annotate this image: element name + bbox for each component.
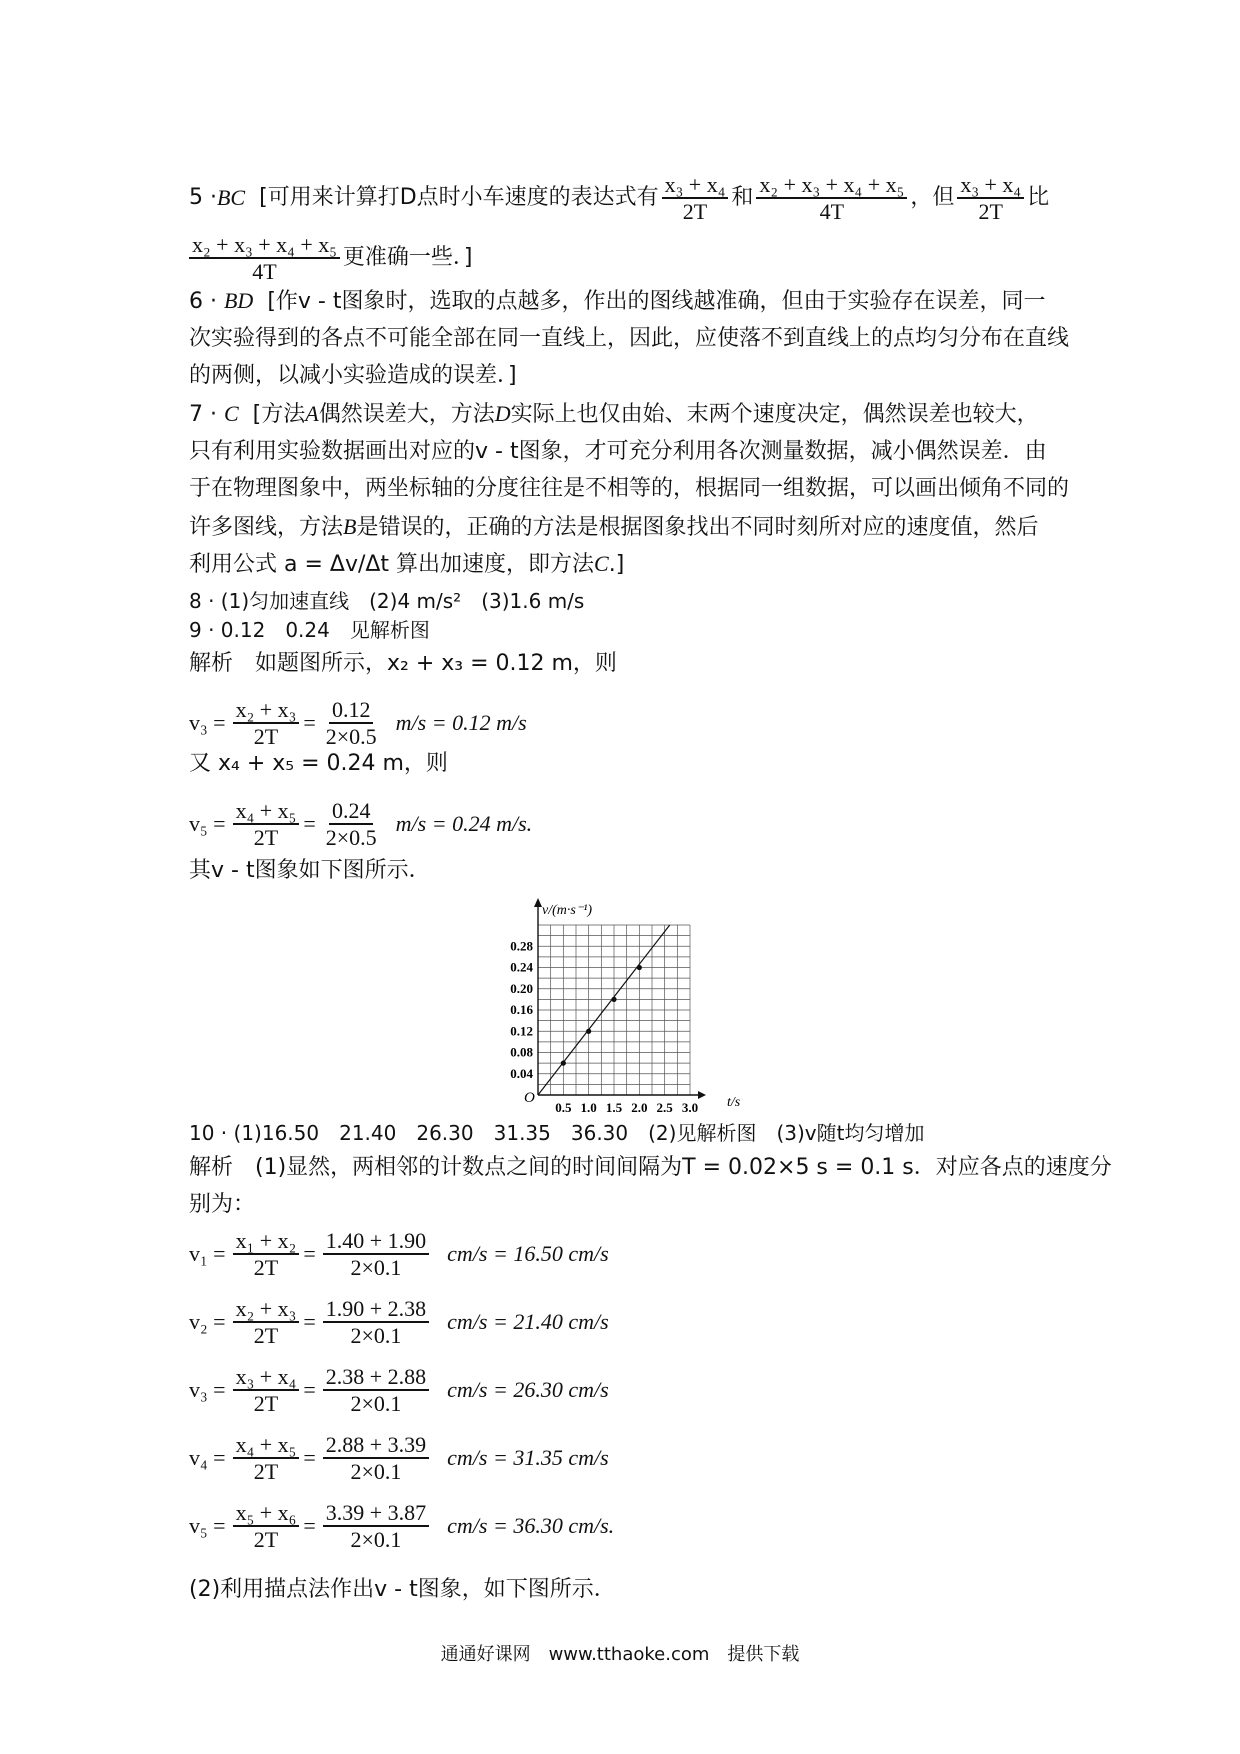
q7-text-5a: 利用公式 a = Δv/Δt 算出加速度，即方法	[189, 552, 595, 577]
x-tick-label: 3.0	[681, 1100, 699, 1115]
equation-rhs: m/s = 0.12 m/s	[395, 710, 527, 735]
q6-answer: BD	[223, 288, 254, 313]
q7-method-c: C	[594, 551, 609, 576]
q7-line1	[189, 401, 1039, 428]
q5-answer: BC	[216, 185, 246, 210]
q5-fraction-2: $\frac{\text{x₂ + x₃ + x₄ + x₅}}{4T}$	[756, 172, 907, 224]
q9-v5-equation	[189, 798, 536, 850]
equation-rhs: cm/s = 26.30 cm/s	[447, 1377, 609, 1402]
q10-equation-row	[189, 1296, 613, 1348]
chart-grid	[538, 925, 690, 1095]
equation-fraction-numeric: $\frac{1.40 + 1.90}{2\times 0.1}$	[323, 1228, 429, 1280]
q7-text-1c: 实际上也仅由始、末两个速度决定，偶然误差也较大，	[510, 402, 1039, 427]
q5-fraction-3: $\frac{\text{x₃ + x₄}}{2T}$	[957, 172, 1024, 224]
x-tick-label: 1.0	[580, 1100, 597, 1115]
q5-fraction-1: $\frac{\text{x₃ + x₄}}{2T}$	[662, 172, 729, 224]
q9-mid: 又 x₄ + x₅ = 0.24 m，则	[189, 751, 448, 776]
y-tick-label: 0.20	[510, 980, 533, 996]
data-point	[611, 997, 616, 1002]
q6-line2: 次实验得到的各点不可能全部在同一直线上，因此，应使落不到直线上的点均匀分布在直线	[189, 326, 1070, 351]
chart-axes	[510, 898, 706, 1115]
q9-solution: 解析 如题图所示，x₂ + x₃ = 0.12 m，则	[189, 651, 617, 676]
q5-line2	[189, 232, 473, 284]
q10-tail: (2)利用描点法作出v - t图象，如下图所示．	[189, 1577, 616, 1602]
q10-equation-row	[189, 1364, 613, 1416]
q5-text4: 比	[1027, 185, 1050, 210]
y-tick-label: 0.08	[510, 1044, 533, 1060]
q5-text2: 和	[731, 185, 754, 210]
equation-lhs: v₃ =	[189, 1377, 226, 1402]
equation-fraction-numeric: $\frac{3.39 + 3.87}{2\times 0.1}$	[323, 1500, 429, 1552]
vt-chart	[490, 895, 760, 1120]
q7-method-a: A	[305, 401, 319, 426]
equals-sign: =	[303, 1241, 316, 1266]
origin-label: O	[524, 1090, 535, 1106]
equals-sign: =	[303, 811, 316, 836]
equation-rhs: cm/s = 36.30 cm/s.	[447, 1513, 615, 1538]
q7-text-4b: 是错误的，正确的方法是根据图象找出不同时刻所对应的速度值，然后	[356, 515, 1039, 540]
y-tick-label: 0.04	[510, 1065, 533, 1081]
equation-lhs: v₃ =	[189, 710, 226, 735]
q7-text-5b: .]	[608, 552, 625, 577]
q6-number: 6 ·	[189, 289, 224, 314]
y-tick-label: 0.16	[510, 1002, 533, 1017]
x-tick-label: 1.5	[605, 1100, 623, 1115]
q9-head: 9 · 0.12 0.24 见解析图	[189, 618, 430, 642]
equation-fraction-numeric: $\frac{2.88 + 3.39}{2\times 0.1}$	[323, 1432, 429, 1484]
data-point	[637, 965, 642, 970]
x-tick-label: 2.0	[631, 1100, 648, 1115]
equation-lhs: v₅ =	[189, 1513, 226, 1538]
equation-fraction: $\frac{\text{x₄ + x₅}}{2T}$	[233, 798, 300, 850]
q9-tail: 其v - t图象如下图所示．	[189, 858, 431, 883]
equals-sign: =	[303, 1513, 316, 1538]
equation-lhs: v₄ =	[189, 1445, 226, 1470]
q6-text-1: [作v - t图象时，选取的点越多，作出的图线越准确，但由于实验存在误差，同一	[267, 289, 1046, 314]
equation-fraction-numeric: $\frac{1.90 + 2.38}{2\times 0.1}$	[323, 1296, 429, 1348]
equation-fraction: $\frac{\text{x₅ + x₆}}{2T}$	[233, 1500, 300, 1552]
equals-sign: =	[303, 1309, 316, 1334]
equation-fraction: $\frac{\text{x₂ + x₃}}{2T}$	[233, 697, 300, 749]
y-axis-label: v/(m·s⁻¹)	[542, 903, 593, 918]
q6-line3: 的两侧，以减小实验造成的误差．]	[189, 363, 517, 388]
equation-fraction-numeric: $\frac{0.24}{2\times 0.5}$	[325, 798, 377, 850]
q5-text5: 更准确一些．]	[342, 245, 473, 270]
equation-fraction-numeric: $\frac{0.12}{2\times 0.5}$	[325, 697, 377, 749]
q8-answer: 8 · (1)匀加速直线 (2)4 m/s² (3)1.6 m/s	[189, 589, 585, 613]
equation-fraction-numeric: $\frac{2.38 + 2.88}{2\times 0.1}$	[323, 1364, 429, 1416]
page-footer: 通通好课网 www.tthaoke.com 提供下载	[440, 1644, 800, 1665]
q10-solution-1: 解析 (1)显然，两相邻的计数点之间的时间间隔为T = 0.02×5 s = 0.1 s．对应各点的速度分	[189, 1155, 1112, 1180]
q10-equation-row	[189, 1228, 613, 1280]
equation-fraction: $\frac{\text{x₃ + x₄}}{2T}$	[233, 1364, 300, 1416]
q10-equation-row	[189, 1500, 618, 1552]
x-axis-arrow	[698, 1091, 706, 1099]
q10-head: 10 · (1)16.50 21.40 26.30 31.35 36.30 (2)见解析图 (3)v随t均匀增加	[189, 1121, 925, 1145]
y-tick-label: 0.12	[510, 1023, 533, 1039]
q7-line4	[189, 514, 1038, 541]
equation-lhs: v₂ =	[189, 1309, 226, 1334]
x-axis-label: t/s	[727, 1095, 741, 1110]
equals-sign: =	[303, 1445, 316, 1470]
q7-number: 7 ·	[189, 402, 224, 427]
equation-lhs: v₁ =	[189, 1241, 226, 1266]
q7-line2: 只有利用实验数据画出对应的v - t图象，才可充分利用各次测量数据，减小偶然误差．由	[189, 439, 1047, 464]
q7-text-4a: 许多图线，方法	[189, 515, 344, 540]
q7-line3: 于在物理图象中，两坐标轴的分度往往是不相等的，根据同一组数据，可以画出倾角不同的	[189, 476, 1070, 501]
q5-fraction-4: $\frac{\text{x₂ + x₃ + x₄ + x₅}}{4T}$	[189, 232, 340, 284]
q7-answer: C	[223, 401, 239, 426]
data-point	[586, 1029, 591, 1034]
equation-fraction: $\frac{\text{x₂ + x₃}}{2T}$	[233, 1296, 300, 1348]
equation-lhs: v₅ =	[189, 811, 226, 836]
q10-equation-row	[189, 1432, 613, 1484]
q10-solution-2: 别为：	[189, 1192, 256, 1217]
q6-line1	[189, 288, 1045, 315]
q9-v3-equation	[189, 697, 531, 749]
q5-text3: ，但	[910, 185, 955, 210]
y-tick-label: 0.24	[510, 959, 533, 975]
q7-line5	[189, 551, 624, 578]
q7-method-d: D	[494, 401, 511, 426]
q5-number: 5 ·	[189, 185, 217, 210]
q7-method-b: B	[343, 514, 357, 539]
equals-sign: =	[303, 1377, 316, 1402]
equation-rhs: m/s = 0.24 m/s.	[395, 811, 533, 836]
data-point	[561, 1061, 566, 1066]
y-tick-label: 0.28	[510, 938, 533, 954]
equation-fraction: $\frac{\text{x₁ + x₂}}{2T}$	[233, 1228, 300, 1280]
x-tick-label: 0.5	[555, 1100, 572, 1115]
y-axis-arrow	[534, 898, 542, 907]
equation-rhs: cm/s = 16.50 cm/s	[447, 1241, 609, 1266]
q5-text1: [可用来计算打D点时小车速度的表达式有	[259, 185, 659, 210]
q7-text-1a: [方法	[252, 402, 306, 427]
q5-line1	[189, 172, 1049, 224]
equals-sign: =	[303, 710, 316, 735]
equation-rhs: cm/s = 31.35 cm/s	[447, 1445, 609, 1470]
q7-text-1b: 偶然误差大，方法	[318, 402, 495, 427]
equation-rhs: cm/s = 21.40 cm/s	[447, 1309, 609, 1334]
equation-fraction: $\frac{\text{x₄ + x₅}}{2T}$	[233, 1432, 300, 1484]
x-tick-label: 2.5	[656, 1100, 673, 1115]
